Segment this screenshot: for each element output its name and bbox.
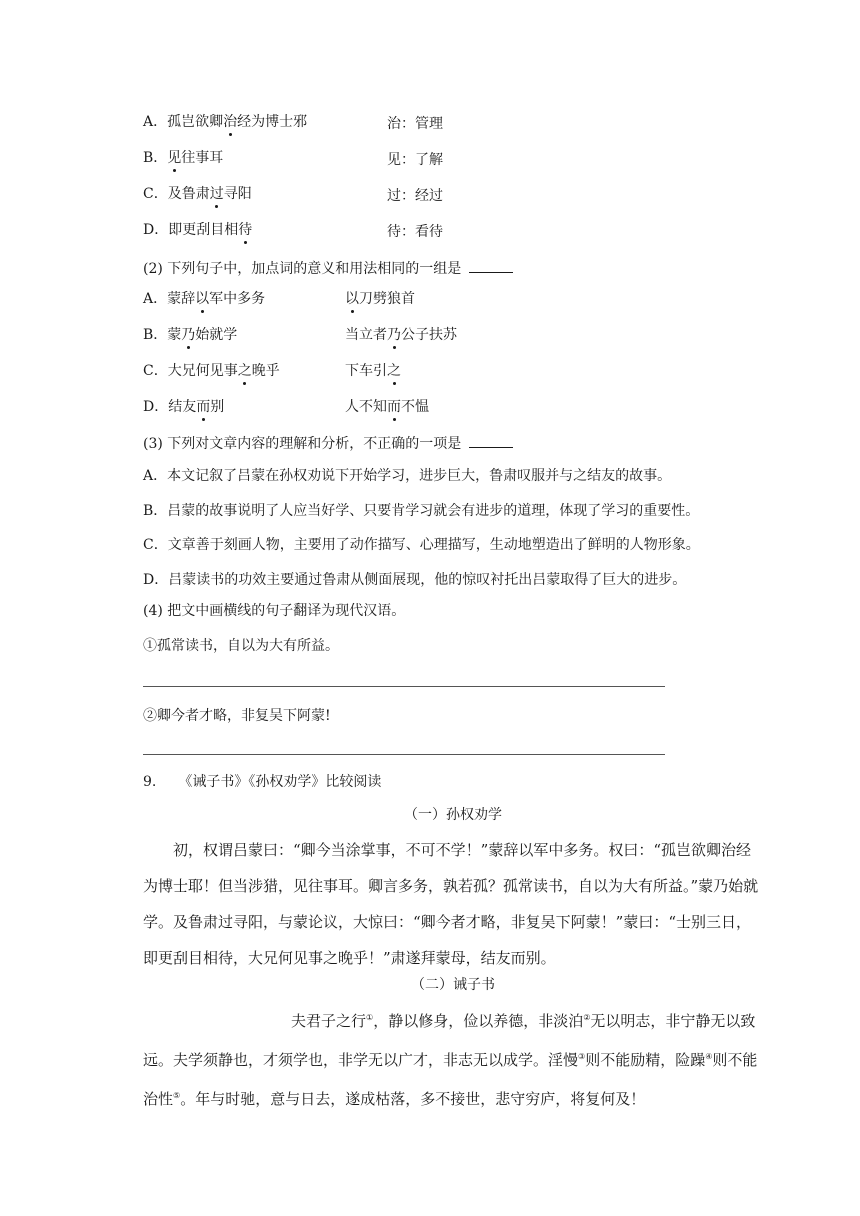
question-title: 《诫子书》《孙权劝学》比较阅读 bbox=[178, 774, 382, 790]
footnote-marker: ① bbox=[366, 1013, 374, 1022]
q2-stem: (2) 下列句子中，加点词的意义和用法相同的一组是 bbox=[143, 258, 513, 279]
q1-option-d: D．即更刮目相待 bbox=[143, 222, 253, 238]
section-1-title: （一）孙权劝学 bbox=[404, 807, 502, 823]
q1-option-b: B．见往事耳 bbox=[143, 150, 224, 166]
answer-blank[interactable] bbox=[469, 433, 513, 448]
section-2-text: 夫君子之行①，静以修身，俭以养德，非淡泊②无以明志，非宁静无以致远。夫学须静也，才须学也，非学无以广才，非志无以成学。淫慢③则不能励精，险躁④则不能治性⑤。年与时驰，意与日去，遂成枯落，多不接世，悲守穷庐，将复何及！ bbox=[143, 1012, 758, 1108]
q3-option-d: D．吕蒙读书的功效主要通过鲁肃从侧面展现，他的惊叹衬托出吕蒙取得了巨大的进步。 bbox=[143, 572, 687, 588]
q1-gloss-b: 见：了解 bbox=[387, 152, 443, 168]
answer-line-1[interactable] bbox=[143, 686, 665, 687]
q2-option-b-left: B．蒙乃始就学 bbox=[143, 327, 238, 343]
q3-stem: (3) 下列对文章内容的理解和分析，不正确的一项是 bbox=[143, 433, 513, 454]
q4-item-1: ①孤常读书，自以为大有所益。 bbox=[143, 638, 339, 654]
q1-option-c: C．及鲁肃过寻阳 bbox=[143, 186, 252, 202]
footnote-marker: ④ bbox=[705, 1052, 713, 1061]
question-number: 9. bbox=[143, 774, 157, 790]
q1-gloss-d: 待：看待 bbox=[387, 224, 443, 240]
q2-option-a-right: 以刀劈狼首 bbox=[345, 291, 415, 307]
q2-option-d-right: 人不知而不愠 bbox=[345, 399, 429, 415]
q4-stem: (4) 把文中画横线的句子翻译为现代汉语。 bbox=[143, 603, 406, 619]
q3-option-b: B．吕蒙的故事说明了人应当好学、只要肯学习就会有进步的道理，体现了学习的重要性。 bbox=[143, 503, 700, 519]
q1-option-a: A．孤岂欲卿治经为博士邪 bbox=[143, 114, 308, 130]
footnote-marker: ② bbox=[583, 1013, 591, 1022]
q4-item-2: ②卿今者才略，非复吴下阿蒙! bbox=[143, 708, 331, 724]
q1-gloss-c: 过：经过 bbox=[387, 188, 443, 204]
q2-option-b-right: 当立者乃公子扶苏 bbox=[345, 327, 457, 343]
answer-line-2[interactable] bbox=[143, 754, 665, 755]
section-2-title: （二）诫子书 bbox=[411, 977, 495, 993]
q2-option-d-left: D．结友而别 bbox=[143, 399, 225, 415]
q3-option-a: A．本文记叙了吕蒙在孙权劝说下开始学习，进步巨大，鲁肃叹服并与之结友的故事。 bbox=[143, 468, 672, 484]
q9-heading bbox=[143, 772, 381, 792]
section-1-text: 初，权谓吕蒙曰：“卿今当涂掌事，不可不学！”蒙辞以军中多务。权曰：“孤岂欲卿治经为博士耶！但当涉猎，见往事耳。卿言多务，孰若孤？孤常读书，自以为大有所益。”蒙乃始就学。及鲁肃过寻阳，与蒙论议，大惊曰：“卿今者才略，非复吴下阿蒙！”蒙曰：“士别三日，即更刮目相待，大兄何见事之晚乎！”肃遂拜蒙母，结友而别。 bbox=[143, 841, 759, 967]
answer-blank[interactable] bbox=[469, 258, 513, 273]
q2-option-a-left: A．蒙辞以军中多务 bbox=[143, 291, 266, 307]
q1-gloss-a: 治：管理 bbox=[387, 116, 443, 132]
q3-option-c: C．文章善于刻画人物，主要用了动作描写、心理描写，生动地塑造出了鲜明的人物形象。 bbox=[143, 537, 700, 553]
footnote-marker: ③ bbox=[578, 1052, 586, 1061]
footnote-marker: ⑤ bbox=[173, 1091, 181, 1100]
q2-option-c-right: 下车引之 bbox=[345, 363, 401, 379]
q2-option-c-left: C．大兄何见事之晚乎 bbox=[143, 363, 280, 379]
